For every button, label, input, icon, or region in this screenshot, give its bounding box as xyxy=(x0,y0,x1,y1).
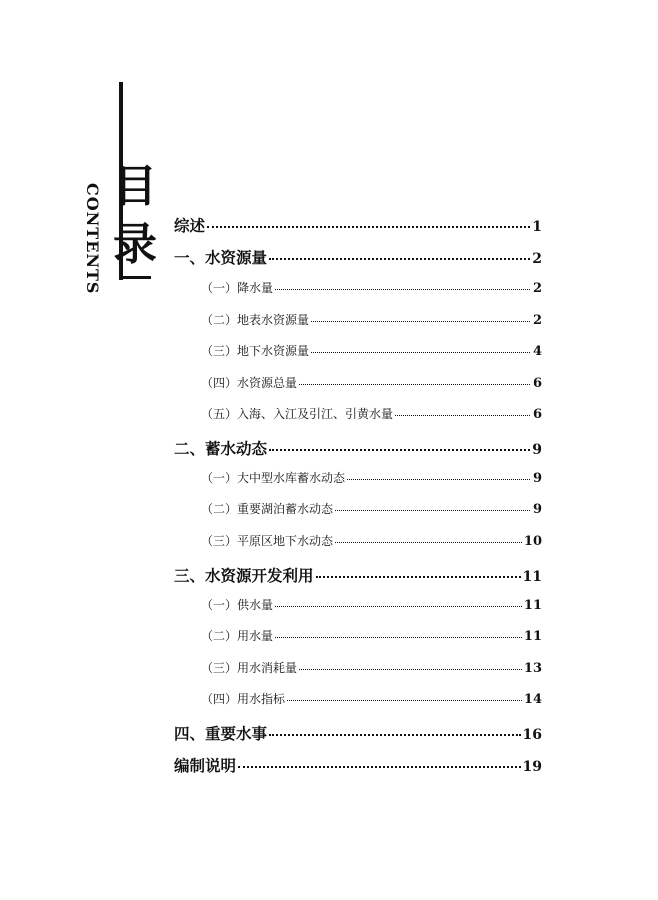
toc-entry-title: 一、水资源量 xyxy=(174,248,268,267)
toc-entry[interactable] xyxy=(174,279,542,296)
toc-page-number: 4 xyxy=(532,344,542,359)
toc-entry[interactable] xyxy=(174,214,542,236)
toc-leader-dots xyxy=(299,669,522,670)
toc-leader-dots xyxy=(275,606,522,607)
toc-leader-dots xyxy=(395,415,530,416)
toc-entry-title: （三）平原区地下水动态 xyxy=(201,534,334,548)
toc-leader-dots xyxy=(207,226,530,228)
toc-entry[interactable] xyxy=(174,342,542,359)
toc-entry-title: 四、重要水事 xyxy=(174,724,268,743)
toc-leader-dots xyxy=(269,258,530,260)
toc-entry-title: （四）用水指标 xyxy=(201,692,286,706)
toc-entry-title: 三、水资源开发利用 xyxy=(174,566,314,585)
toc-page-number: 11 xyxy=(523,629,542,644)
toc-entry[interactable] xyxy=(174,690,542,707)
toc-entry[interactable] xyxy=(174,246,542,268)
toc-entry-title: （二）地表水资源量 xyxy=(201,313,310,327)
toc-entry-title: 编制说明 xyxy=(174,756,237,775)
toc-page-number: 9 xyxy=(532,502,542,517)
toc-leader-dots xyxy=(316,576,521,578)
toc-entry-title: （五）入海、入江及引江、引黄水量 xyxy=(201,407,394,421)
toc-entry-title: （一）降水量 xyxy=(201,281,274,295)
toc-leader-dots xyxy=(311,352,530,353)
toc-page-number: 11 xyxy=(523,598,542,613)
toc-entry[interactable] xyxy=(174,311,542,328)
toc-page-number: 11 xyxy=(522,569,542,585)
toc-leader-dots xyxy=(311,321,530,322)
title-char-lu: 录 xyxy=(113,219,157,270)
toc-leader-dots xyxy=(347,479,530,480)
toc-page-number: 1 xyxy=(532,219,542,235)
toc-page-number: 2 xyxy=(532,281,542,296)
toc-leader-dots xyxy=(335,510,530,511)
toc-page-number: 9 xyxy=(532,442,542,458)
toc-entry-title: 二、蓄水动态 xyxy=(174,439,268,458)
toc-leader-dots xyxy=(269,734,521,736)
title-char-mu: 目 xyxy=(113,161,157,212)
toc-page-number: 6 xyxy=(532,407,542,422)
toc-leader-dots xyxy=(238,766,521,768)
toc-entry[interactable] xyxy=(174,596,542,613)
toc-entry-title: （二）用水量 xyxy=(201,629,274,643)
toc-leader-dots xyxy=(287,700,522,701)
toc-page-number: 16 xyxy=(522,727,542,743)
toc-entry[interactable] xyxy=(174,437,542,459)
toc-leader-dots xyxy=(275,637,522,638)
toc-leader-dots xyxy=(275,289,530,290)
toc-entry[interactable] xyxy=(174,722,542,744)
toc-page-number: 14 xyxy=(523,692,542,707)
toc-entry-title: （一）供水量 xyxy=(201,598,274,612)
toc-page-number: 13 xyxy=(523,661,542,676)
toc-entry[interactable] xyxy=(174,627,542,644)
toc-leader-dots xyxy=(335,542,522,543)
toc-leader-dots xyxy=(299,384,530,385)
toc-entry[interactable] xyxy=(174,532,542,549)
toc-entry[interactable] xyxy=(174,405,542,422)
toc-entry-title: （二）重要湖泊蓄水动态 xyxy=(201,502,334,516)
toc-entry-title: （三）地下水资源量 xyxy=(201,344,310,358)
toc-entry[interactable] xyxy=(174,754,542,776)
toc-entry[interactable] xyxy=(174,374,542,391)
toc-page-number: 10 xyxy=(523,534,542,549)
toc-page-number: 2 xyxy=(532,313,542,328)
toc-page-number: 9 xyxy=(532,471,542,486)
toc-entry[interactable] xyxy=(174,659,542,676)
contents-vertical-label: CONTENTS xyxy=(83,183,102,295)
toc-page-number: 2 xyxy=(532,251,542,267)
toc-entry-title: （一）大中型水库蓄水动态 xyxy=(201,471,346,485)
toc-page-number: 19 xyxy=(522,759,542,775)
toc-entry[interactable] xyxy=(174,469,542,486)
toc-entry-title: （三）用水消耗量 xyxy=(201,661,298,675)
decorative-horizontal-rule xyxy=(119,276,151,279)
toc-leader-dots xyxy=(269,449,530,451)
toc-entry[interactable] xyxy=(174,564,542,586)
toc-page-number: 6 xyxy=(532,376,542,391)
toc-entry-title: 综述 xyxy=(174,216,206,235)
toc-entry-title: （四）水资源总量 xyxy=(201,376,298,390)
toc-entry[interactable] xyxy=(174,500,542,517)
